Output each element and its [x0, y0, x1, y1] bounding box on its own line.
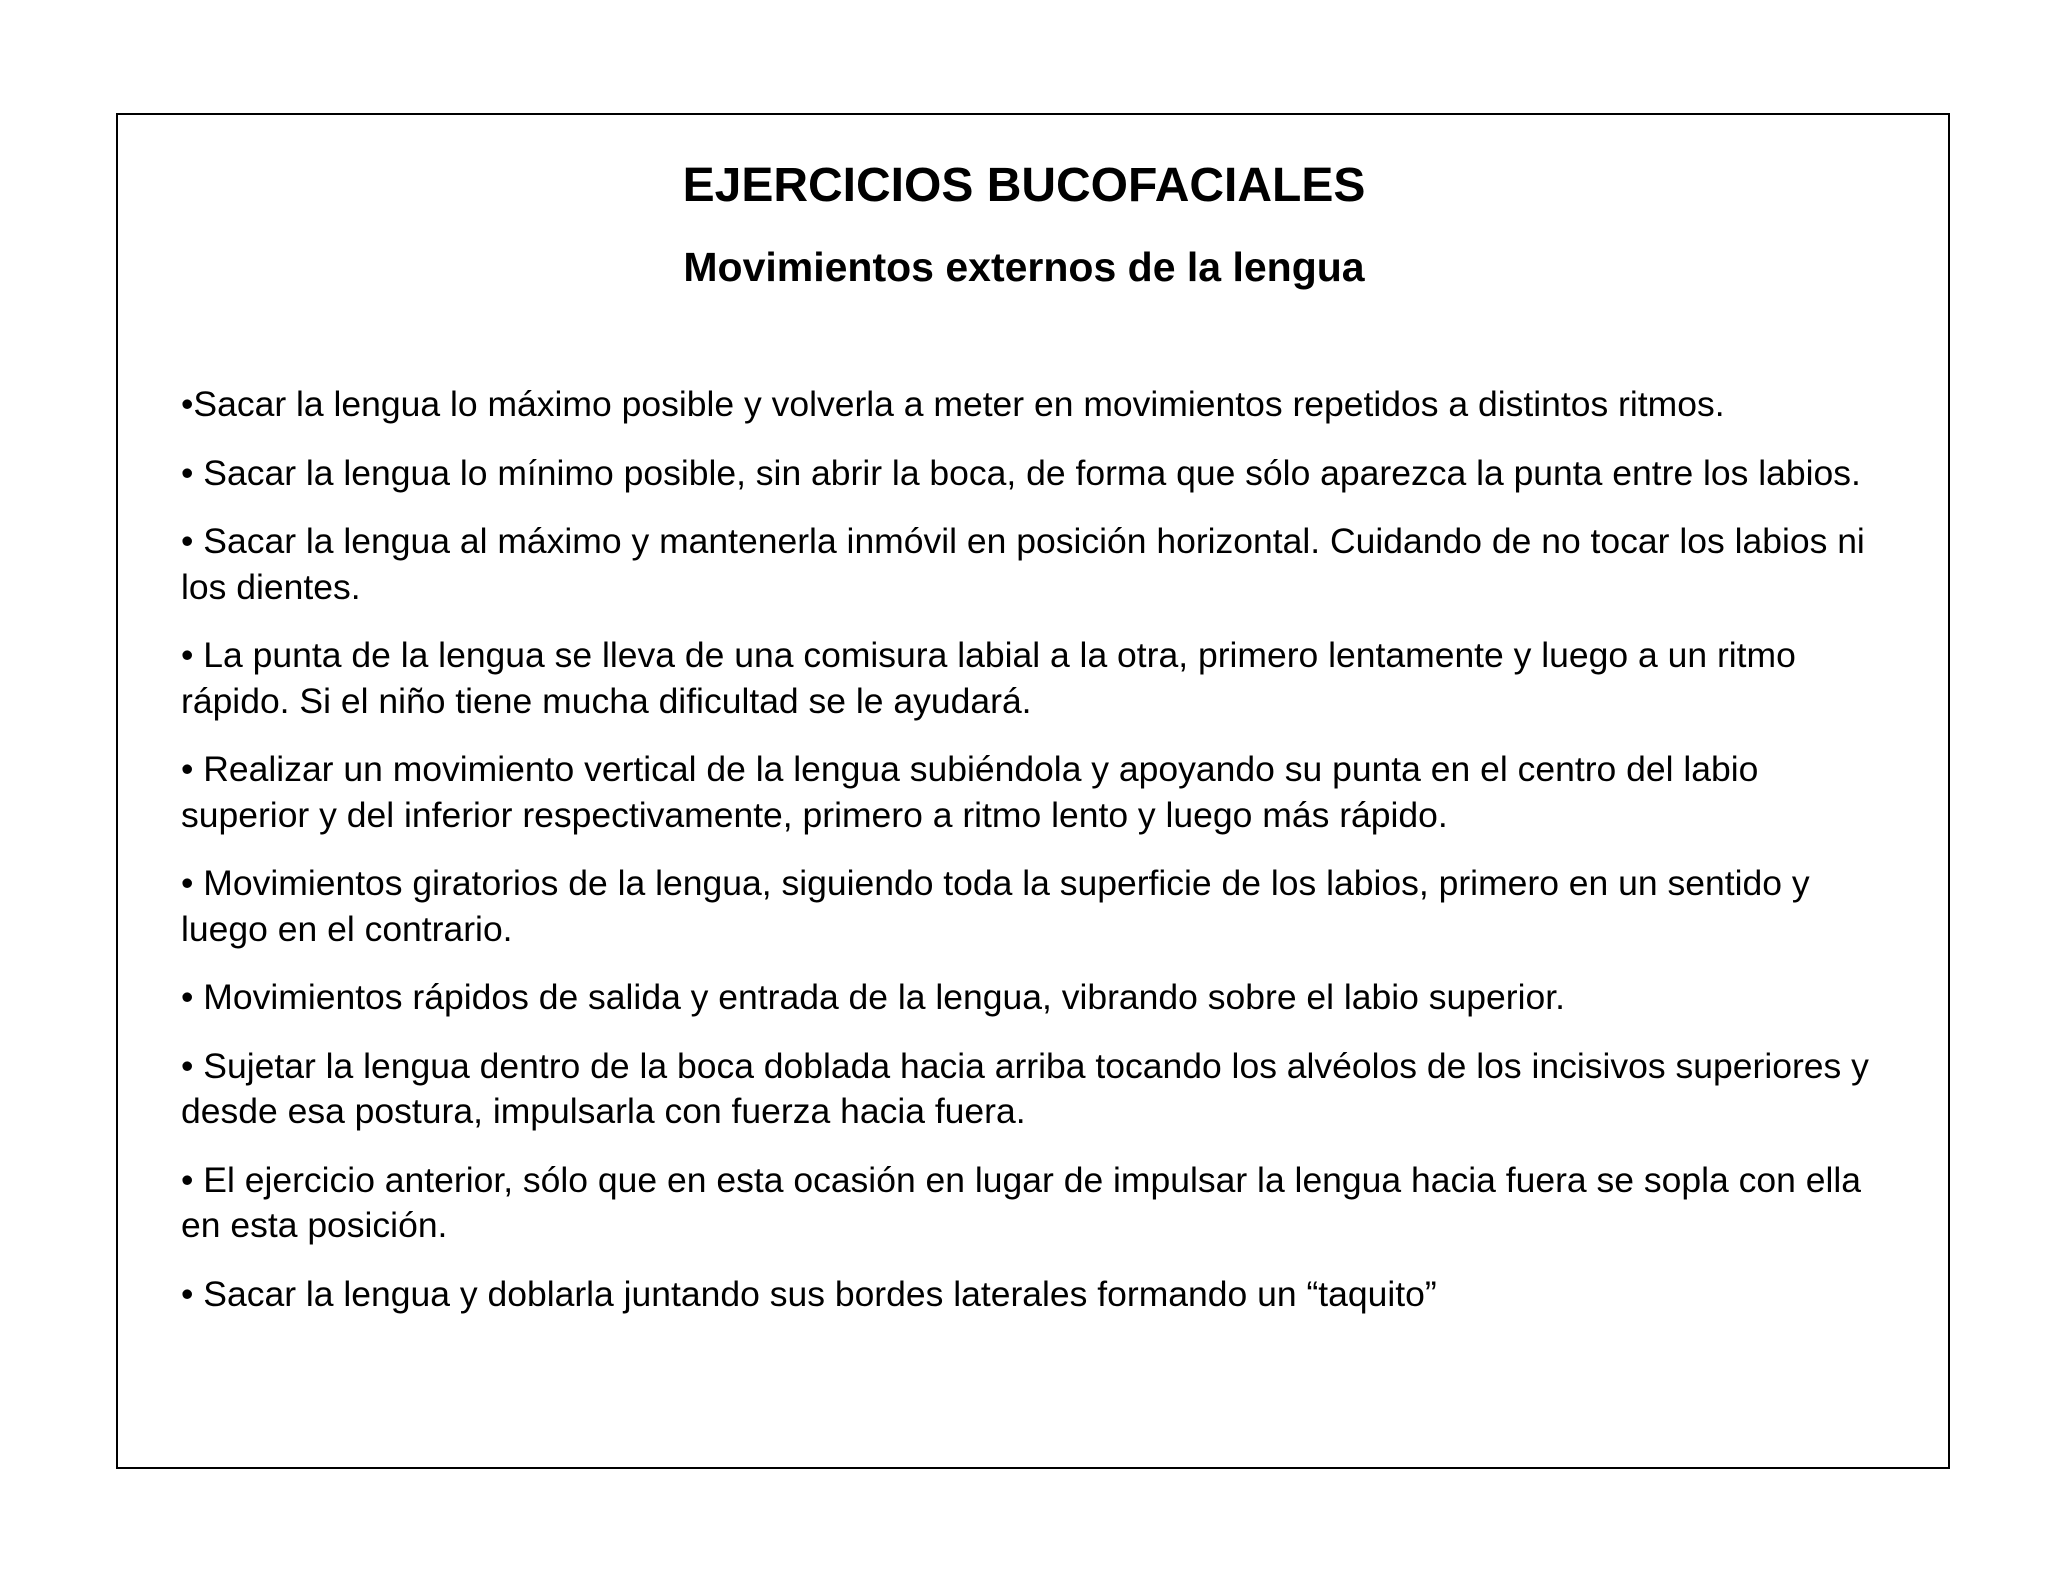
exercise-item: • Sacar la lengua al máximo y mantenerla inmóvil en posición horizontal. Cuidando de no tocar los labios ni los dientes.	[181, 521, 1865, 607]
page-title: EJERCICIOS BUCOFACIALES	[682, 159, 1366, 212]
exercise-item: •Sacar la lengua lo máximo posible y volverla a meter en movimientos repetidos a distintos ritmos.	[181, 384, 1725, 424]
exercise-list	[181, 382, 1881, 1340]
exercise-item: • Realizar un movimiento vertical de la lengua subiéndola y apoyando su punta en el centro del labio superior y del inferior respectivamente, primero a ritmo lento y luego más rápido.	[181, 749, 1759, 835]
exercise-item: • Sacar la lengua lo mínimo posible, sin abrir la boca, de forma que sólo aparezca la punta entre los labios.	[181, 452, 1861, 493]
exercise-item: • La punta de la lengua se lleva de una comisura labial a la otra, primero lentamente y luego a un ritmo rápido. Si el niño tiene mucha dificultad se le ayudará.	[181, 635, 1796, 721]
page-subtitle: Movimientos externos de la lengua	[683, 244, 1365, 290]
exercise-item: • Sujetar la lengua dentro de la boca doblada hacia arriba tocando los alvéolos de los incisivos superiores y desde esa postura, impulsarla con fuerza hacia fuera.	[181, 1045, 1869, 1131]
exercise-item: • Movimientos giratorios de la lengua, siguiendo toda la superficie de los labios, primero en un sentido y luego en el contrario.	[181, 863, 1810, 949]
exercise-item: • Movimientos rápidos de salida y entrada de la lengua, vibrando sobre el labio superior.	[181, 977, 1565, 1017]
exercise-item: • El ejercicio anterior, sólo que en esta ocasión en lugar de impulsar la lengua hacia fuera se sopla con ella en esta posición.	[181, 1159, 1861, 1245]
exercise-item: • Sacar la lengua y doblarla juntando sus bordes laterales formando un “taquito”	[181, 1273, 1437, 1314]
